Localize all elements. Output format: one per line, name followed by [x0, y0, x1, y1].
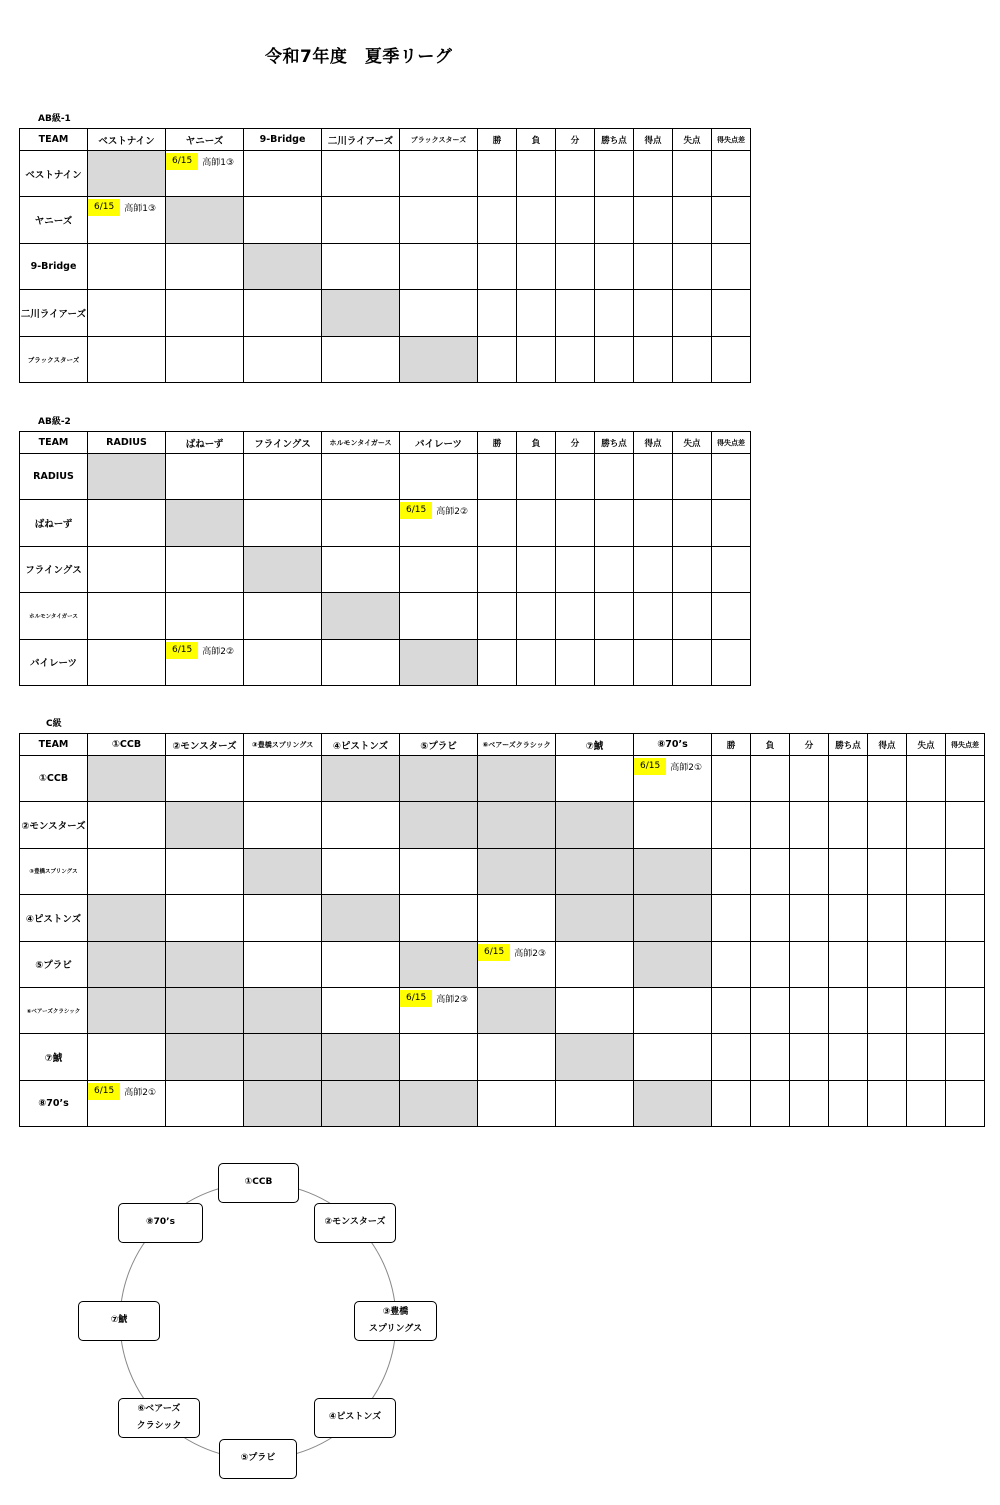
row-team-name: ばねーず: [20, 500, 88, 546]
row-team-name: ⑦鯱: [20, 1034, 88, 1080]
header-opponent: 9-Bridge: [244, 129, 322, 151]
row-team-name: ホルモンタイガース: [20, 593, 88, 639]
match-venue: 高師1③: [202, 158, 235, 168]
row-team-name: ⑧70’s: [20, 1080, 88, 1126]
header-stat: 勝: [478, 432, 517, 454]
diagram-node: ①CCB: [218, 1163, 299, 1203]
row-team-name: ⑤プラビ: [20, 941, 88, 987]
row-team-name: 9-Bridge: [20, 243, 88, 289]
diagram-node: ②モンスターズ: [314, 1203, 396, 1243]
match-date: 6/15: [88, 199, 120, 216]
match-venue: 高師2③: [436, 994, 469, 1005]
row-team-name: ヤニーズ: [20, 197, 88, 243]
match-venue: 高師2①: [124, 1087, 157, 1098]
header-stat: 失点: [907, 734, 946, 756]
header-stat: 勝ち点: [595, 129, 634, 151]
header-opponent: ホルモンタイガース: [322, 432, 400, 454]
row-team-name: ③豊橋スプリングス: [20, 848, 88, 894]
match-venue: 高師2②: [202, 646, 235, 657]
row-team-name: ベストナイン: [20, 151, 88, 197]
header-stat: 得点: [634, 432, 673, 454]
match-date: 6/15: [400, 502, 432, 519]
header-stat: 分: [790, 734, 829, 756]
header-opponent: ⑧70’s: [634, 734, 712, 756]
header-stat: 勝: [478, 129, 517, 151]
header-opponent: ベストナイン: [88, 129, 166, 151]
header-stat: 勝: [712, 734, 751, 756]
header-opponent: ④ピストンズ: [322, 734, 400, 756]
header-opponent: ③豊橋スプリングス: [244, 734, 322, 756]
row-team-name: ブラックスターズ: [20, 336, 88, 382]
header-opponent: ⑦鯱: [556, 734, 634, 756]
row-team-name: パイレーツ: [20, 639, 88, 685]
section-label-ab2: AB級-2: [38, 417, 71, 427]
header-opponent: フライングス: [244, 432, 322, 454]
row-team-name: ①CCB: [20, 756, 88, 802]
header-opponent: ヤニーズ: [166, 129, 244, 151]
match-date: 6/15: [478, 944, 510, 961]
header-stat: 得失点差: [712, 432, 751, 454]
match-venue: 高師1③: [124, 204, 157, 215]
row-team-name: RADIUS: [20, 454, 88, 500]
match-venue: 高師2②: [436, 507, 469, 518]
header-stat: 分: [556, 129, 595, 151]
header-team: TEAM: [20, 129, 88, 151]
header-opponent: パイレーツ: [400, 432, 478, 454]
header-stat: 得失点差: [946, 734, 985, 756]
match-venue: 高師2①: [670, 763, 703, 773]
header-opponent: RADIUS: [88, 432, 166, 454]
row-team-name: ⑥ベアーズクラシック: [20, 987, 88, 1033]
diagram-node: ⑦鯱: [78, 1301, 160, 1341]
header-opponent: ブラックスターズ: [400, 129, 478, 151]
diagram-node: ⑤プラビ: [219, 1439, 297, 1479]
match-venue: 高師2③: [514, 948, 547, 959]
diagram-node: ⑧70’s: [118, 1203, 203, 1243]
header-team: TEAM: [20, 432, 88, 454]
header-stat: 得点: [868, 734, 907, 756]
header-stat: 勝ち点: [595, 432, 634, 454]
header-stat: 負: [751, 734, 790, 756]
header-stat: 負: [517, 432, 556, 454]
section-label-ab1: AB級-1: [38, 114, 71, 124]
diagram-node: ③豊橋 スプリングス: [354, 1301, 437, 1341]
page-title: 令和7年度 夏季リーグ: [265, 47, 453, 67]
match-date: 6/15: [400, 990, 432, 1007]
header-stat: 得点: [634, 129, 673, 151]
section-label-c: C級: [46, 719, 62, 729]
header-opponent: ⑥ベアーズクラシック: [478, 734, 556, 756]
diagram-node: ⑥ベアーズ クラシック: [118, 1398, 200, 1438]
header-opponent: 二川ライアーズ: [322, 129, 400, 151]
header-opponent: ②モンスターズ: [166, 734, 244, 756]
header-stat: 負: [517, 129, 556, 151]
row-team-name: 二川ライアーズ: [20, 290, 88, 336]
header-stat: 失点: [673, 432, 712, 454]
header-stat: 失点: [673, 129, 712, 151]
header-stat: 分: [556, 432, 595, 454]
header-stat: 得失点差: [712, 129, 751, 151]
row-team-name: ④ピストンズ: [20, 895, 88, 941]
match-date: 6/15: [634, 758, 666, 775]
row-team-name: フライングス: [20, 546, 88, 592]
match-date: 6/15: [166, 153, 198, 170]
header-opponent: ⑤プラビ: [400, 734, 478, 756]
match-date: 6/15: [88, 1083, 120, 1100]
header-team: TEAM: [20, 734, 88, 756]
diagram-node: ④ピストンズ: [314, 1398, 396, 1438]
row-team-name: ②モンスターズ: [20, 802, 88, 848]
match-date: 6/15: [166, 642, 198, 659]
header-opponent: ①CCB: [88, 734, 166, 756]
header-opponent: ばねーず: [166, 432, 244, 454]
header-stat: 勝ち点: [829, 734, 868, 756]
